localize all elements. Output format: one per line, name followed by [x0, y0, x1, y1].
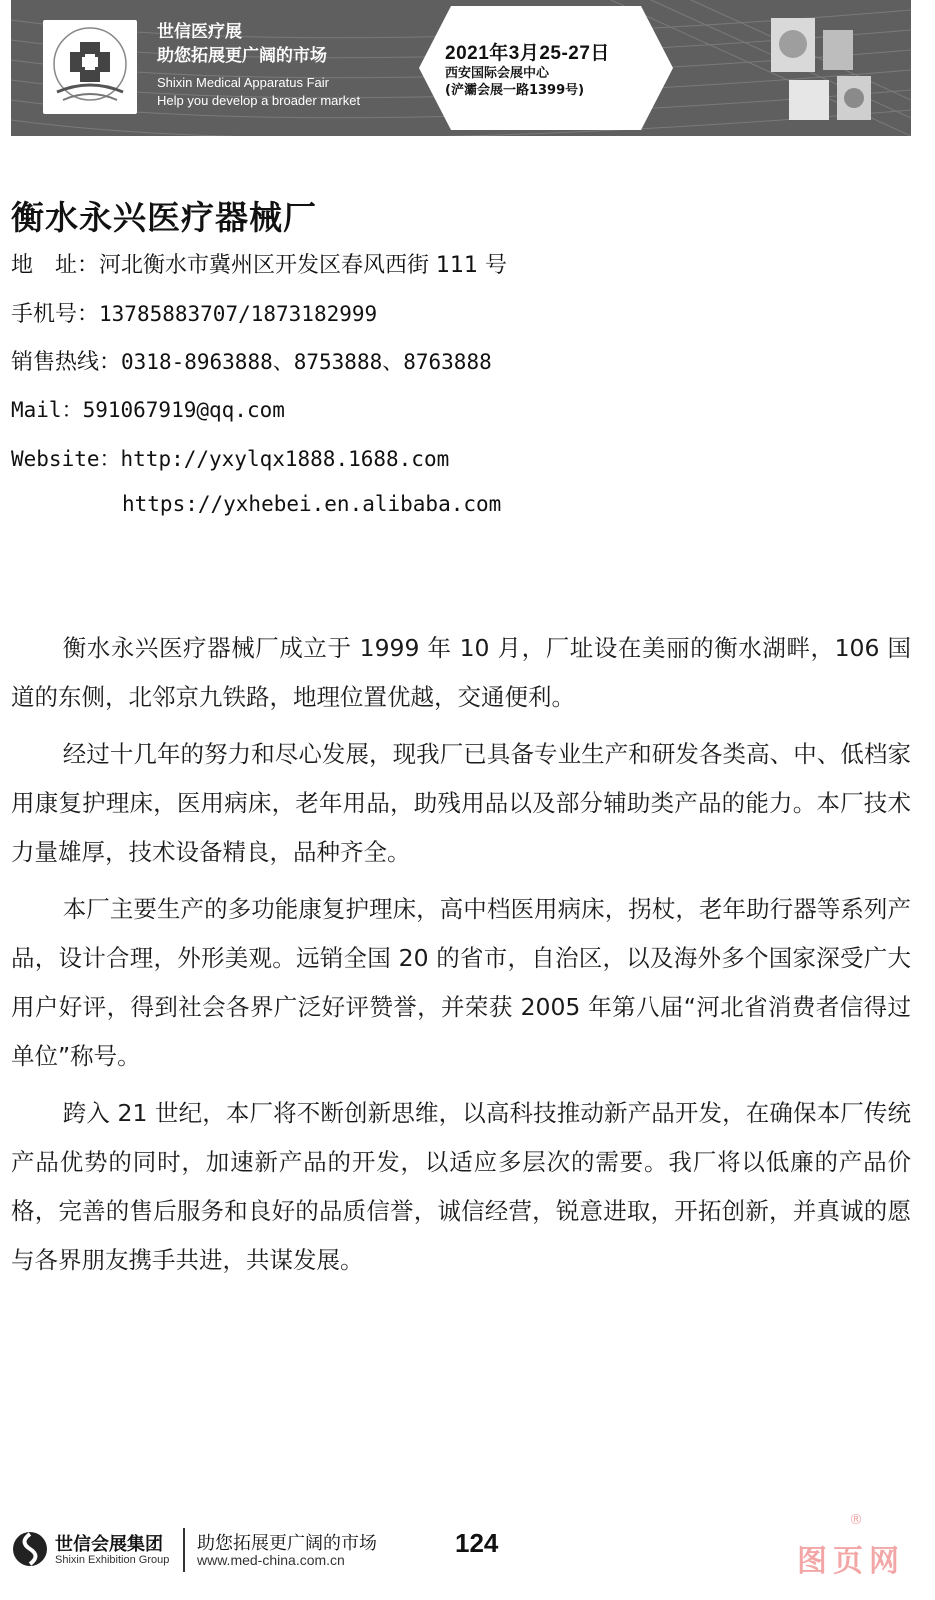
mobile-label: 手机号： — [11, 302, 100, 327]
hotline-value: 0318-8963888、8753888、8763888 — [121, 350, 492, 374]
company-name: 衡水永兴医疗器械厂 — [11, 198, 317, 237]
website-label: Website： — [11, 447, 121, 471]
banner-title-en — [157, 74, 360, 110]
fair-address: (浐灞会展一路1399号) — [445, 83, 585, 98]
hotline-row — [11, 345, 492, 376]
group-name-en: Shixin Exhibition Group — [55, 1554, 170, 1566]
banner-en-line1: Shixin Medical Apparatus Fair — [157, 75, 329, 90]
fair-logo — [43, 20, 137, 114]
website-row-2 — [122, 492, 501, 517]
fair-date: 2021年3月25-27日 — [445, 43, 610, 64]
medical-devices-decoration — [741, 10, 901, 130]
banner-en-line2: Help you develop a broader market — [157, 93, 361, 108]
banner-title-cn — [157, 20, 327, 68]
page-number: 124 — [455, 1528, 499, 1558]
address-label: 地 址： — [11, 253, 100, 278]
address-value: 河北衡水市冀州区开发区春风西街 111 号 — [99, 253, 507, 278]
fair-banner — [11, 0, 911, 136]
mobile-row — [11, 297, 377, 328]
mail-label: Mail： — [11, 398, 83, 422]
fair-venue: 西安国际会展中心 — [445, 66, 550, 81]
banner-title-line1: 世信医疗展 — [157, 22, 242, 42]
paragraph-outlook: 跨入 21 世纪，本厂将不断创新思维，以高科技推动新产品开发，在确保本厂传统产品优势的同时，加速新产品的开发，以适应多层次的需要。我厂将以低廉的产品价格，完善的售后服务和良好的品质信誉，诚信经营，锐意进取，开拓创新，并真诚的愿与各界朋友携手共进，共谋发展。 — [11, 1099, 911, 1274]
page-footer — [11, 1512, 911, 1582]
mobile-value: 13785883707/1873182999 — [99, 302, 378, 326]
hotline-label: 销售热线： — [11, 350, 122, 375]
mail-row — [11, 394, 285, 424]
paragraph-founding: 衡水永兴医疗器械厂成立于 1999 年 10 月，厂址设在美丽的衡水湖畔，106 国道的东侧，北邻京九铁路，地理位置优越，交通便利。 — [11, 634, 911, 711]
footer-slogan: 助您拓展更广阔的市场 — [197, 1533, 377, 1554]
website-row — [11, 443, 449, 473]
mail-value: 591067919@qq.com — [82, 398, 285, 422]
footer-site-link[interactable]: www.med-china.com.cn — [197, 1552, 345, 1568]
paragraph-capability: 经过十几年的努力和尽心发展，现我厂已具备专业生产和研发各类高、中、低档家用康复护理床，医用病床，老年用品，助残用品以及部分辅助类产品的能力。本厂技术力量雄厚，技术设备精良，品种齐全。 — [11, 740, 911, 866]
fair-date-venue — [445, 38, 645, 99]
website-link-1688[interactable]: http://yxylqx1888.1688.com — [120, 447, 450, 471]
footer-divider — [183, 1528, 185, 1572]
watermark-registered-mark: ® — [849, 1512, 863, 1528]
watermark-text: 图页网 — [797, 1544, 905, 1579]
group-logo-icon — [11, 1530, 49, 1568]
banner-title-line2: 助您拓展更广阔的市场 — [157, 46, 327, 66]
group-name-cn: 世信会展集团 — [55, 1534, 163, 1555]
address-row — [11, 248, 507, 279]
company-description — [11, 624, 911, 1293]
paragraph-products: 本厂主要生产的多功能康复护理床，高中档医用病床，拐杖，老年助行器等系列产品，设计合理，外形美观。远销全国 20 的省市，自治区，以及海外多个国家深受广大用户好评，得到社会各界广泛好评赞誉，并荣获 2005 年第八届“河北省消费者信得过单位”称号。 — [11, 895, 911, 1070]
website-link-alibaba[interactable]: https://yxhebei.en.alibaba.com — [122, 492, 502, 516]
